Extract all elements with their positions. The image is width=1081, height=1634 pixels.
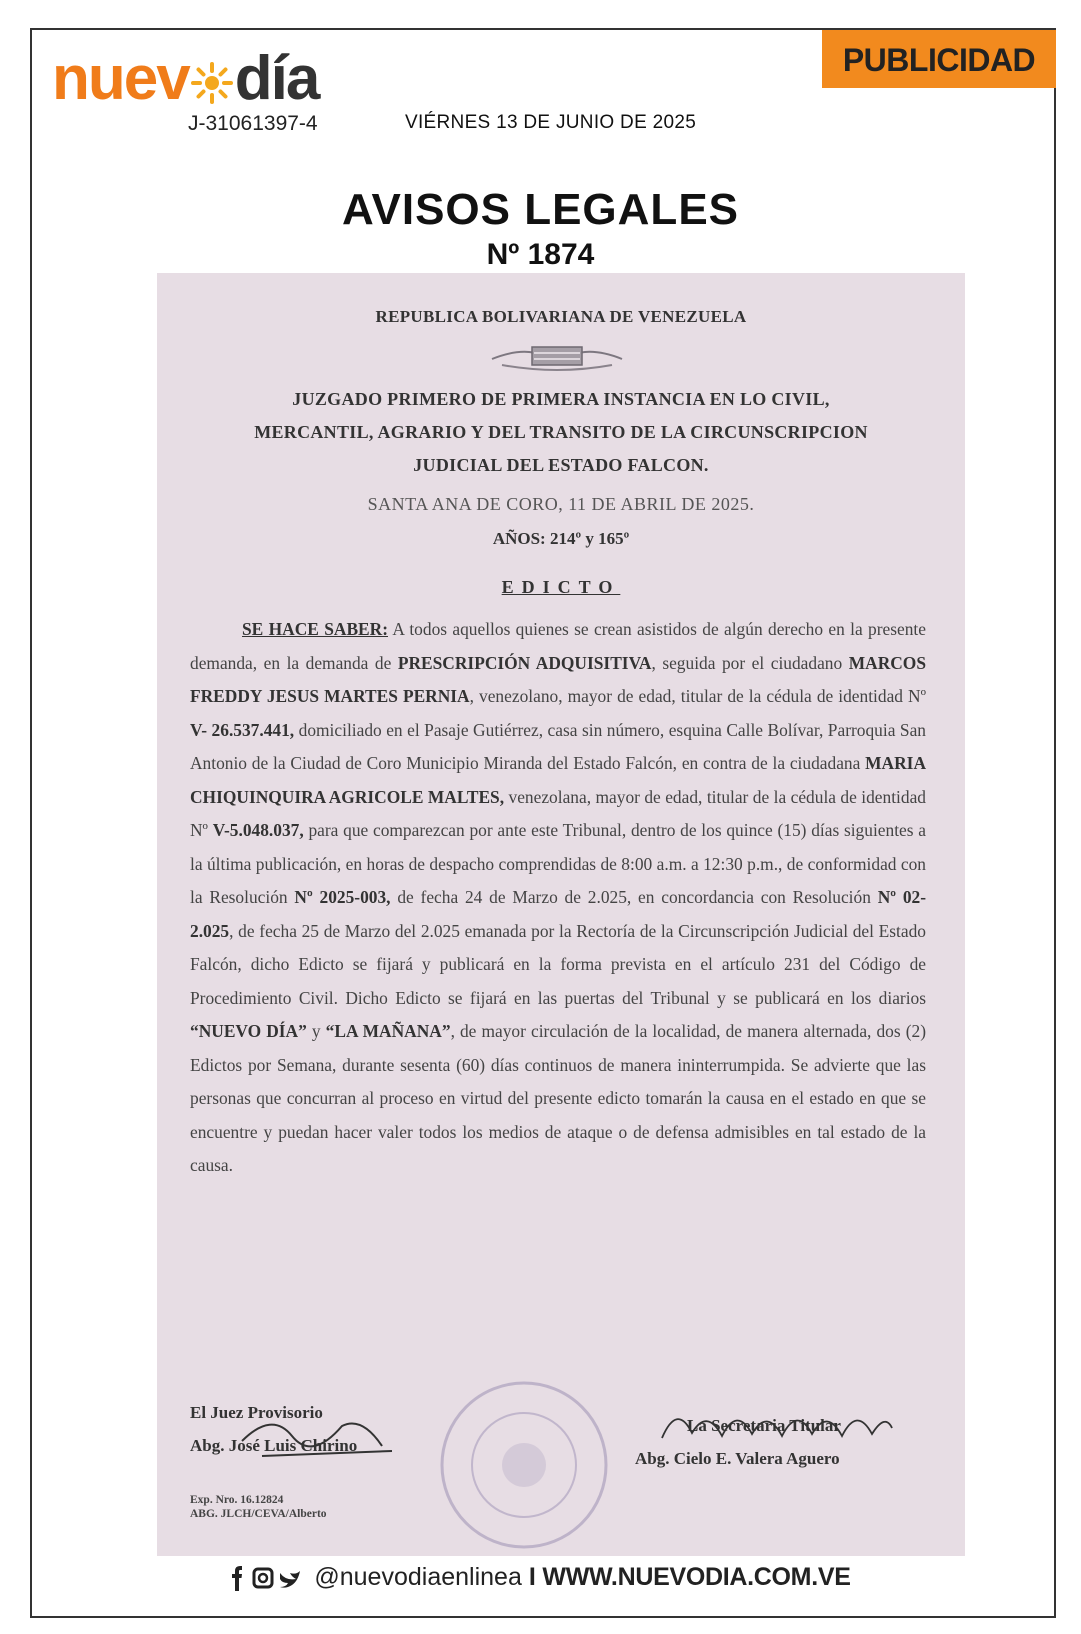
secretary-title: La Secretaria Titular [687, 1416, 841, 1435]
body-bold: “LA MAÑANA” [325, 1021, 451, 1041]
logo-text-part1: nuev [52, 44, 189, 113]
website-link[interactable]: WWW.NUEVODIA.COM.VE [542, 1563, 851, 1591]
body-text: , de mayor circulación de la localidad, de manera alternada, dos (2) Edictos por Semana, durante sesenta (60) días continuos de manera ininterrumpida. Se advierte que las personas que concurran al proceso en virtud del presente edicto tomarán la causa en el estado en que se encuentre y puedan hacer valer todos los medios de ataque o de defensa admisibles en tal estado de la causa. [190, 1021, 926, 1175]
judge-signature-icon [232, 1401, 402, 1463]
body-intro: SE HACE SABER: [242, 619, 388, 639]
court-line-1: JUZGADO PRIMERO DE PRIMERA INSTANCIA EN LO CIVIL, [292, 389, 830, 409]
sun-icon [190, 61, 234, 105]
social-handle: @nuevodiaenlinea [314, 1563, 522, 1591]
edicto-body [190, 613, 926, 1183]
court-heading [157, 383, 965, 482]
body-bold: “NUEVO DÍA” [190, 1021, 307, 1041]
judge-name: Abg. José Luis Chirino [190, 1436, 358, 1455]
body-text: A todos aquellos quienes se crean asistidos de algún derecho en la presente demanda, en la demanda de [190, 619, 926, 673]
logo-text-part2: día [234, 44, 319, 113]
body-bold: MARIA CHIQUINQUIRA AGRICOLE MALTES, [190, 753, 926, 807]
body-bold: PRESCRIPCIÓN ADQUISITIVA [397, 652, 652, 673]
court-line-2: MERCANTIL, AGRARIO Y DEL TRANSITO DE LA CIRCUNSCRIPCION [254, 422, 868, 442]
judge-title: El Juez Provisorio [190, 1403, 323, 1422]
page-title: AVISOS LEGALES [341, 185, 740, 234]
twitter-icon [280, 1571, 300, 1588]
body-bold: V-5.048.037, [212, 820, 304, 840]
secretary-name: Abg. Cielo E. Valera Aguero [635, 1449, 840, 1468]
legal-document [157, 273, 965, 1556]
body-text: , de fecha 25 de Marzo del 2.025 emanada por la Rectoría de la Circunscripción Judicial del Estado Falcón, dicho Edicto se fijará y publicará en la forma prevista en el artículo 231 del Código de Procedimiento Civil. Dicho Edicto se fijará en las puertas del Tribunal y se publicará en los diarios [190, 920, 926, 1008]
exp-line-2: ABG. JLCH/CEVA/Alberto [190, 1508, 327, 1520]
body-bold: V- 26.537.441, [190, 719, 295, 740]
years-line: AÑOS: 214º y 165º [492, 529, 630, 548]
facebook-icon [232, 1566, 242, 1591]
notice-number: Nº 1874 [486, 238, 595, 271]
body-bold: Nº 2025-003, [294, 887, 391, 907]
instagram-icon [254, 1569, 272, 1587]
coat-of-arms-icon [482, 339, 632, 375]
page-footer [0, 1563, 1081, 1592]
section-tag: PUBLICIDAD [822, 30, 1056, 88]
body-bold: Nº 02-2.025 [190, 887, 926, 941]
file-reference [190, 1493, 327, 1521]
body-text: venezolana, mayor de edad, titular de la cédula de identidad Nº [190, 786, 926, 840]
court-seal-icon [437, 1378, 612, 1553]
secretary-signature-icon [657, 1398, 897, 1458]
body-text: , seguida por el ciudadano [651, 652, 849, 673]
body-text: , venezolano, mayor de edad, titular de la cédula de identidad Nº [469, 686, 926, 706]
court-line-3: JUDICIAL DEL ESTADO FALCON. [413, 455, 709, 475]
body-text: domiciliado en el Pasaje Gutiérrez, casa sin número, esquina Calle Bolívar, Parroquia San Antonio de la Ciudad de Coro Municipio Miranda del Estado Falcón, en contra de la ciudadana [190, 719, 926, 773]
body-text: para que comparezcan por ante este Tribunal, dentro de los quince (15) días siguientes a la última publicación, en horas de despacho comprendidas de 8:00 a.m. a 12:30 p.m., de conformidad con la Resolución [190, 820, 926, 907]
body-text: de fecha 24 de Marzo de 2.025, en concordancia con Resolución [390, 887, 878, 907]
edicto-heading: EDICTO [501, 577, 621, 597]
brand-logo [52, 44, 319, 113]
body-bold: MARCOS FREDDY JESUS MARTES PERNIA [190, 652, 927, 706]
issue-date: VIÉRNES 13 DE JUNIO DE 2025 [405, 112, 697, 133]
exp-line-1: Exp. Nro. 16.12824 [190, 1494, 284, 1506]
place-date: SANTA ANA DE CORO, 11 DE ABRIL DE 2025. [367, 494, 755, 514]
republic-heading: REPUBLICA BOLIVARIANA DE VENEZUELA [375, 307, 747, 326]
social-icons [230, 1565, 306, 1591]
rif-number: J-31061397-4 [188, 112, 318, 135]
body-text: y [306, 1021, 326, 1041]
footer-separator: I [528, 1563, 536, 1591]
